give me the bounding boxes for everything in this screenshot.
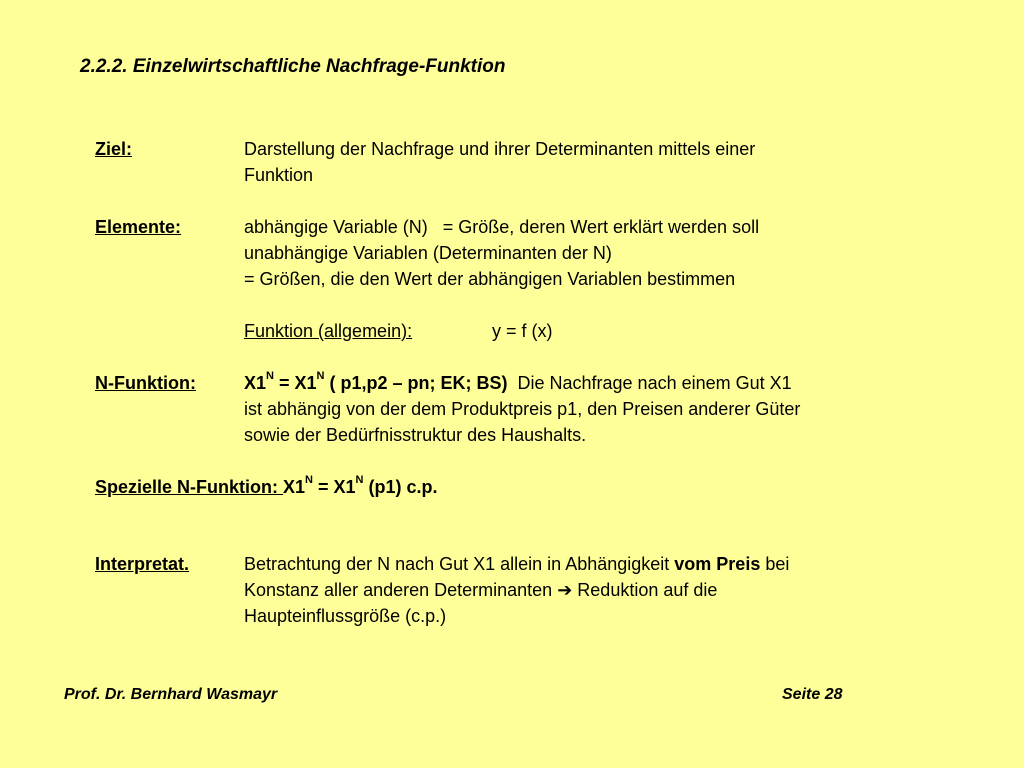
ziel-text-line2: Funktion — [244, 165, 314, 185]
arrow-right-icon: ➔ — [557, 580, 573, 600]
n-funktion-line3: sowie der Bedürfnisstruktur des Haushalts. — [244, 425, 587, 445]
interpretat-label: Interpretat. — [95, 554, 190, 574]
interpretat-line3: Haupteinflussgröße (c.p.) — [244, 606, 447, 626]
ziel-text-line1: Darstellung der Nachfrage und ihrer Determinanten mittels einer — [244, 139, 756, 159]
funktion-allgemein-formula: y = f (x) — [492, 321, 553, 341]
n-funktion-label: N-Funktion: — [95, 373, 196, 393]
footer-page-number: Seite 28 — [782, 686, 843, 703]
page-title: 2.2.2. Einzelwirtschaftliche Nachfrage-Funktion — [80, 56, 506, 77]
interpretat-line2: Konstanz aller anderen Determinanten ➔ Reduktion auf die — [244, 580, 718, 600]
funktion-allgemein-label: Funktion (allgemein): — [244, 321, 413, 341]
n-funktion-desc: Die Nachfrage nach einem Gut X1 — [517, 373, 792, 393]
n-funktion-line2: ist abhängig von der dem Produktpreis p1, den Preisen anderer Güter — [244, 399, 801, 419]
spezielle-n-funktion-label: Spezielle N-Funktion: — [95, 477, 284, 497]
spezielle-n-funktion-formula: $X1^N = X1^N$ (p1) c.p. — [283, 474, 438, 497]
footer-author: Prof. Dr. Bernhard Wasmayr — [64, 686, 278, 703]
n-funktion-formula: $X1^N = X1^N$ ( p1,p2 – pn; EK; BS) — [244, 370, 508, 393]
interpretat-line1: Betrachtung der N nach Gut X1 allein in Abhängigkeit vom Preis bei — [244, 554, 790, 574]
elemente-line1: abhängige Variable (N) = Größe, deren Wert erklärt werden soll — [244, 217, 760, 237]
elemente-line3: = Größen, die den Wert der abhängigen Variablen bestimmen — [244, 269, 736, 289]
spezielle-n-funktion — [95, 474, 438, 498]
n-funktion-line1 — [244, 370, 792, 394]
elemente-label: Elemente: — [95, 217, 182, 237]
elemente-line2: unabhängige Variablen (Determinanten der N) — [244, 243, 612, 263]
ziel-label: Ziel: — [95, 139, 133, 159]
vom-preis-text: vom Preis — [674, 554, 761, 574]
